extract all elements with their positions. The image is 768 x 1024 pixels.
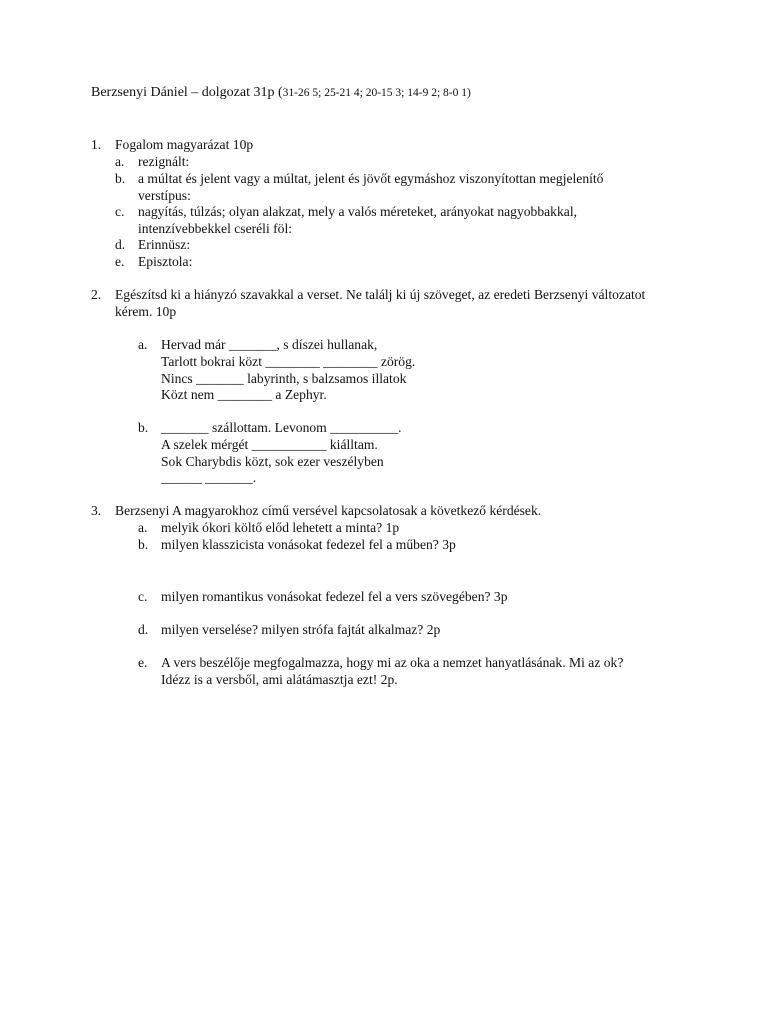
q3-item-d-text: milyen verselése? milyen strófa fajtát alkalmaz? 2p bbox=[161, 622, 441, 637]
poem-a-line-3: Nincs _______ labyrinth, s balzsamos illatok bbox=[161, 371, 407, 386]
question-2-number: 2. bbox=[91, 287, 102, 302]
question-1-number: 1. bbox=[91, 137, 102, 152]
q3-item-a-letter: a. bbox=[138, 520, 148, 535]
q3-item-c-letter: c. bbox=[138, 589, 148, 604]
q1-item-d-letter: d. bbox=[115, 237, 126, 252]
poem-b-line-4: ______ _______. bbox=[161, 470, 257, 485]
poem-a-line-2: Tarlott bokrai közt ________ ________ zörög. bbox=[161, 354, 416, 369]
poem-a-line-1: Hervad már _______, s díszei hullanak, bbox=[161, 337, 378, 352]
q1-item-b-line-1: a múltat és jelent vagy a múltat, jelent és jövőt egymáshoz viszonyítottan megjelenítő bbox=[138, 171, 604, 186]
poem-b-line-2: A szelek mérgét ___________ kiálltam. bbox=[161, 437, 378, 452]
poem-b-line-3: Sok Charybdis közt, sok ezer veszélyben bbox=[161, 454, 384, 469]
q1-item-d-text: Erinnüsz: bbox=[138, 237, 191, 252]
q1-item-c-line-1: nagyítás, túlzás; olyan alakzat, mely a valós méreteket, arányokat nagyobbakkal, bbox=[138, 204, 577, 219]
q3-item-e-line-1: A vers beszélője megfogalmazza, hogy mi az oka a nemzet hanyatlásának. Mi az ok? bbox=[161, 655, 624, 670]
poem-a-line-4: Közt nem ________ a Zephyr. bbox=[161, 387, 327, 402]
q2-item-b-letter: b. bbox=[138, 420, 149, 435]
q3-item-b-text: milyen klasszicista vonásokat fedezel fel a műben? 3p bbox=[161, 537, 456, 552]
q3-item-b-letter: b. bbox=[138, 537, 149, 552]
q1-item-c-line-2: intenzívebbekkel cseréli föl: bbox=[138, 221, 292, 236]
question-3-number: 3. bbox=[91, 503, 102, 518]
page-title bbox=[91, 85, 471, 102]
q3-item-e-letter: e. bbox=[138, 655, 148, 670]
q1-item-c-letter: c. bbox=[115, 204, 125, 219]
q3-item-a-text: melyik ókori költő előd lehetett a minta? 1p bbox=[161, 520, 400, 535]
q1-item-b-letter: b. bbox=[115, 171, 126, 186]
q1-item-e-letter: e. bbox=[115, 254, 125, 269]
q1-item-e-text: Episztola: bbox=[138, 254, 193, 269]
question-1-text: Fogalom magyarázat 10p bbox=[115, 137, 254, 152]
question-2-line-1: Egészítsd ki a hiányzó szavakkal a verset. Ne találj ki új szöveget, az eredeti Berzsenyi változatot bbox=[115, 287, 646, 302]
poem-b-line-1: _______ szállottam. Levonom __________. bbox=[161, 420, 402, 435]
question-2-line-2: kérem. 10p bbox=[115, 304, 177, 319]
q3-item-c-text: milyen romantikus vonásokat fedezel fel a vers szövegében? 3p bbox=[161, 589, 508, 604]
q3-item-d-letter: d. bbox=[138, 622, 149, 637]
q2-item-a-letter: a. bbox=[138, 337, 148, 352]
q3-item-e-line-2: Idézz is a versből, ami alátámasztja ezt! 2p. bbox=[161, 672, 398, 687]
title-grading-scale: 31-26 5; 25-21 4; 20-15 3; 14-9 2; 8-0 1) bbox=[282, 87, 471, 99]
title-main: Berzsenyi Dániel – dolgozat 31p ( bbox=[91, 85, 283, 100]
q1-item-a-text: rezignált: bbox=[138, 154, 190, 169]
q1-item-a-letter: a. bbox=[115, 154, 125, 169]
q1-item-b-line-2: verstípus: bbox=[138, 188, 191, 203]
question-3-text: Berzsenyi A magyarokhoz című versével kapcsolatosak a következő kérdések. bbox=[115, 503, 542, 518]
